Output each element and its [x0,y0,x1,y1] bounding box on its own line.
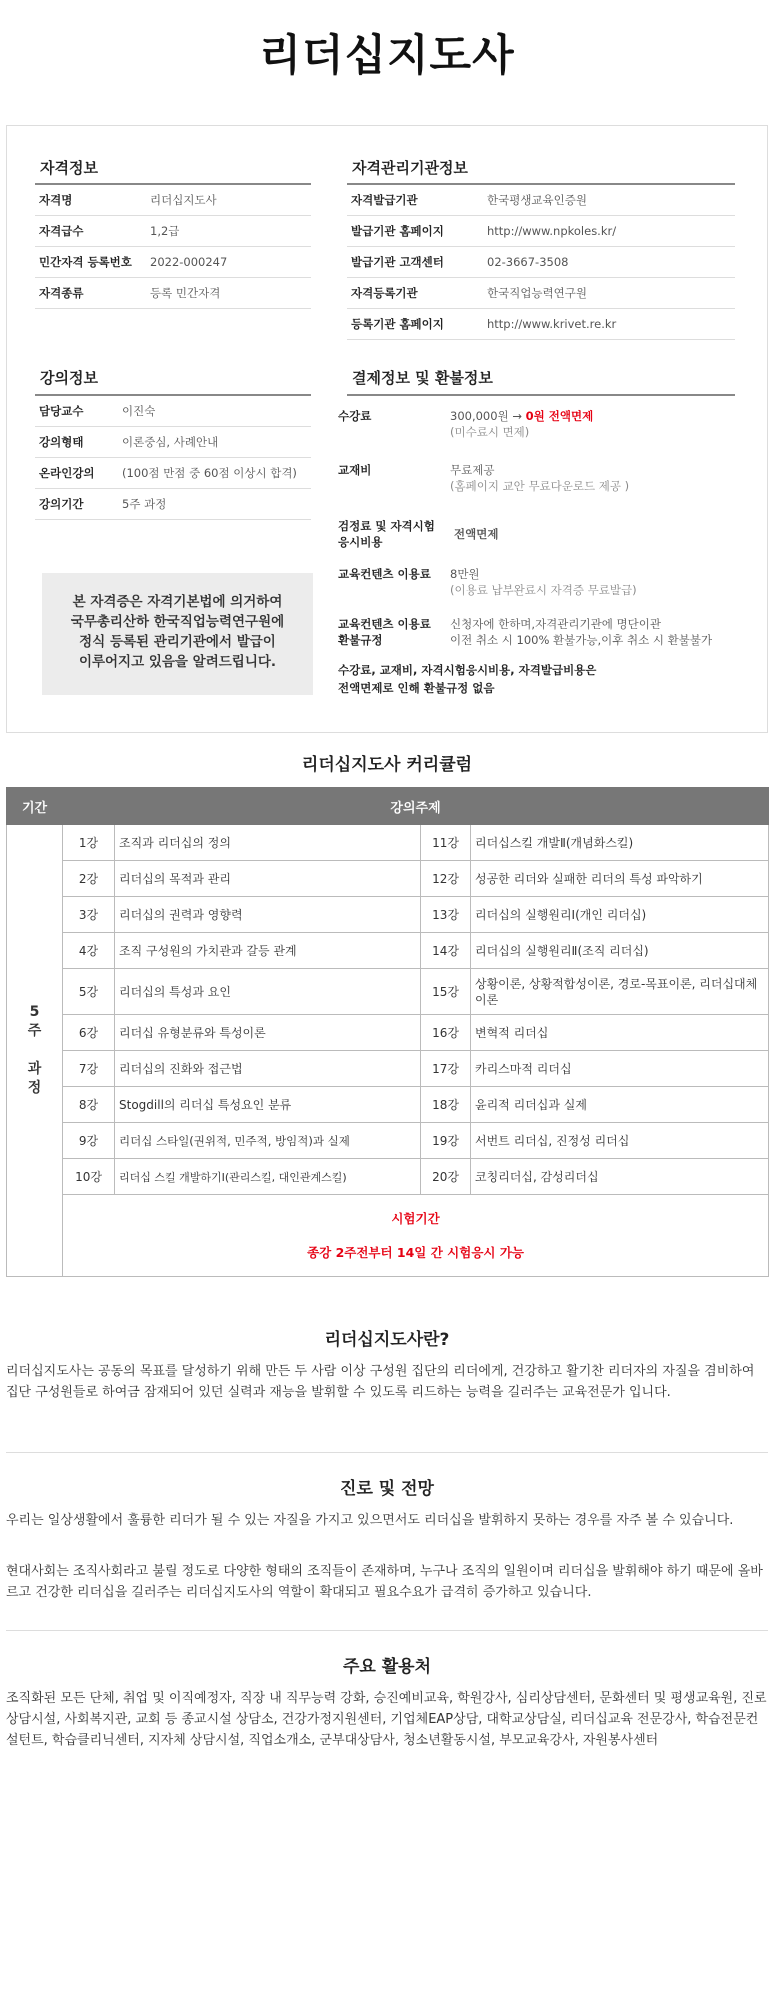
lecture-info-row [35,427,311,458]
row-value: 5주 과정 [122,497,167,511]
refund-line: 이전 취소 시 100% 환불가능,이후 취소 시 환불불가 [450,633,713,647]
content-value: 8만원 [450,567,480,581]
notice-line: 이루어지고 있음을 알려드립니다. [78,654,277,670]
lesson-topic: 코칭리더십, 감성리더십 [471,1159,769,1195]
lesson-topic: 리더십의 실행원리Ⅰ(개인 리더십) [471,897,769,933]
lesson-topic: 리더십의 권력과 영향력 [115,897,421,933]
period-line: 주 [27,1023,42,1039]
row-value: 2022-000247 [150,255,228,269]
table-row [7,933,769,969]
exam-period-title: 시험기간 [391,1210,440,1226]
career-heading: 진로 및 전망 [340,1479,434,1499]
lesson-topic: 카리스마적 리더십 [471,1051,769,1087]
org-info-row [347,278,735,309]
lesson-number: 5강 [63,969,115,1015]
lesson-number: 17강 [421,1051,471,1087]
lesson-number: 1강 [63,825,115,861]
org-info-row [347,247,735,278]
row-key: 담당교수 [39,404,84,418]
curriculum-table [6,787,769,1277]
exam-period-cell [63,1195,769,1277]
row-value [450,408,593,440]
lesson-number: 14강 [421,933,471,969]
lesson-topic: 리더십 스타일(권위적, 민주적, 방임적)과 실제 [115,1123,421,1159]
row-key: 자격등록기관 [351,286,418,300]
row-value: 한국평생교육인증원 [487,193,587,207]
lesson-topic: 조직 구성원의 가치관과 갈등 관계 [115,933,421,969]
qual-info-row [35,278,311,309]
table-row [7,897,769,933]
qual-info-row [35,216,311,247]
period-line [11,1041,58,1060]
lesson-topic: 리더십의 진화와 접근법 [115,1051,421,1087]
lecture-info-table [35,394,311,520]
refund-key-line: 환불규정 [338,633,383,647]
row-key: 강의형태 [39,435,84,449]
lesson-number: 4강 [63,933,115,969]
lesson-topic: 성공한 리더와 실패한 리더의 특성 파악하기 [471,861,769,897]
exam-key-line: 검정료 및 자격시험 [338,519,435,533]
exam-period-row [7,1195,769,1277]
lesson-topic: 조직과 리더십의 정의 [115,825,421,861]
row-key: 온라인강의 [39,466,95,480]
refund-key-line: 교육컨텐츠 이용료 [338,617,431,631]
lesson-number: 8강 [63,1087,115,1123]
refund-note-line: 수강료, 교재비, 자격시험응시비용, 자격발급비용은 [338,663,597,677]
qual-info-row [35,185,311,216]
lesson-number: 7강 [63,1051,115,1087]
row-key [338,518,454,550]
homepage-link[interactable]: http://www.npkoles.kr/ [487,224,617,238]
row-key: 발급기관 홈페이지 [351,224,444,238]
refund-line: 신청자에 한하며,자격관리기관에 명단이관 [450,617,661,631]
notice-line: 국무총리산하 한국직업능력연구원에 [70,614,285,630]
lesson-number: 16강 [421,1015,471,1051]
table-row [7,1015,769,1051]
table-row [7,1051,769,1087]
payment-rule [347,394,735,396]
lesson-number: 11강 [421,825,471,861]
row-key: 수강료 [338,409,372,423]
table-row [7,825,769,861]
refund-note-line: 전액면제로 인해 환불규정 없음 [338,681,495,695]
lesson-number: 12강 [421,861,471,897]
col-period: 기간 [7,788,63,825]
row-value: 이진숙 [122,404,156,418]
lesson-topic: 리더십의 특성과 요인 [115,969,421,1015]
org-info-row [347,309,735,340]
lesson-topic: 변혁적 리더십 [471,1015,769,1051]
row-value [450,616,712,648]
about-text: 리더십지도사는 공동의 목표를 달성하기 위해 만든 두 사람 이상 구성원 집단의 리더에게, 건강하고 활기찬 리더자의 자질을 겸비하여 집단 구성원들로 하여금 잠재되어 있던 실력과 재능을 발휘할 수 있도록 리드하는 능력을 길러주는 교육전문가 입니다. [6,1364,755,1400]
period-line: 정 [27,1080,42,1096]
org-info-row [347,185,735,216]
section-divider [6,1630,768,1631]
lesson-number: 13강 [421,897,471,933]
payment-heading: 결제정보 및 환불정보 [352,369,493,387]
info-box [6,125,768,733]
row-value [450,566,637,598]
fee-original: 300,000원 → [450,409,526,423]
row-key [338,616,454,648]
exam-key-line: 응시비용 [338,535,383,549]
lesson-number: 19강 [421,1123,471,1159]
lesson-number: 20강 [421,1159,471,1195]
lesson-number: 10강 [63,1159,115,1195]
lesson-topic: 리더십스킬 개발Ⅱ(개념화스킬) [471,825,769,861]
row-value: 등록 민간자격 [150,286,221,300]
usage-text: 조직화된 모든 단체, 취업 및 이직예정자, 직장 내 직무능력 강화, 승진예비교육, 학원강사, 심리상담센터, 문화센터 및 평생교육원, 진로상담시설, 사회복지관, 교회 등 종교시설 상담소, 건강가정지원센터, 기업체EAP상담, 대학교상담실, 리더십교육 전문강사, 학습전문컨설턴트, 학습클리닉센터, 지자체 상담시설, 직업소개소, 군부대상담사, 청소년활동시설, 부모교육강사, 자원봉사센터 [6,1691,767,1748]
fee-sub: (미수료시 면제) [450,425,530,439]
payment-table [338,403,738,733]
about-heading: 리더십지도사란? [324,1330,450,1350]
row-key: 등록기관 홈페이지 [351,317,444,331]
lesson-number: 2강 [63,861,115,897]
lecture-info-row [35,396,311,427]
row-key: 자격명 [39,193,73,207]
row-value [450,462,629,494]
book-value: 무료제공 [450,463,495,477]
lecture-info-row [35,458,311,489]
lesson-topic: 리더십의 목적과 관리 [115,861,421,897]
exam-free: 전액면제 [454,527,499,541]
row-value: 리더십지도사 [150,193,217,207]
lesson-number: 18강 [421,1087,471,1123]
org-info-heading: 자격관리기관정보 [352,159,468,177]
table-row [7,1159,769,1195]
period-line: 과 [27,1061,42,1077]
row-key: 민간자격 등록번호 [39,255,132,269]
period-cell [7,825,63,1277]
table-row [7,969,769,1015]
notice-line: 정식 등록된 관리기관에서 발급이 [79,634,276,650]
row-value: 1,2급 [150,224,180,238]
career-text-1: 우리는 일상생활에서 훌륭한 리더가 될 수 있는 자질을 가지고 있으면서도 리더십을 발휘하지 못하는 경우를 자주 볼 수 있습니다. [6,1513,734,1528]
table-row [7,1123,769,1159]
notice-line: 본 자격증은 자격기본법에 의거하여 [72,594,283,610]
career-text-2: 현대사회는 조직사회라고 불릴 정도로 다양한 형태의 조직들이 존재하며, 누구나 조직의 일원이며 리더십을 발휘해야 하기 때문에 올바르고 건강한 리더십을 길러주는 리더십지도사의 역할이 확대되고 필요수요가 급격히 증가하고 있습니다. [6,1564,763,1600]
lecture-info-heading: 강의정보 [40,369,98,387]
period-line: 5 [29,1004,40,1020]
lesson-number: 9강 [63,1123,115,1159]
lecture-info-row [35,489,311,520]
row-value: 이론중심, 사례안내 [122,435,219,449]
curriculum-title: 리더십지도사 커리큘럼 [301,755,473,775]
book-sub: (홈페이지 교안 무료다운로드 제공 ) [450,479,630,493]
registration-notice [42,573,313,695]
lesson-topic: 상황이론, 상황적합성이론, 경로-목표이론, 리더십대체이론 [471,969,769,1015]
row-key: 발급기관 고객센터 [351,255,444,269]
curriculum-header-row [7,788,769,825]
org-info-row [347,216,735,247]
lesson-topic: Stogdill의 리더십 특성요인 분류 [115,1087,421,1123]
fee-free: 0원 전액면제 [525,409,594,423]
row-key: 자격발급기관 [351,193,418,207]
row-value: 한국직업능력연구원 [487,286,587,300]
row-value: (100점 만점 중 60점 이상시 합격) [122,466,297,480]
lesson-number: 6강 [63,1015,115,1051]
row-key: 자격급수 [39,224,84,238]
col-topic: 강의주제 [63,788,769,825]
homepage-link[interactable]: http://www.krivet.re.kr [487,317,617,331]
lesson-number: 15강 [421,969,471,1015]
qual-info-row [35,247,311,278]
lesson-number: 3강 [63,897,115,933]
usage-heading: 주요 활용처 [342,1657,432,1677]
row-key: 강의기간 [39,497,84,511]
lesson-topic: 리더십 유형분류와 특성이론 [115,1015,421,1051]
content-sub: (이용료 납부완료시 자격증 무료발급) [450,583,637,597]
row-value: 02-3667-3508 [487,255,569,269]
row-key: 교육컨텐츠 이용료 [338,567,431,581]
lesson-topic: 리더십 스킬 개발하기Ⅰ(관리스킬, 대인관계스킬) [115,1159,421,1195]
qual-info-table [35,183,311,309]
row-key: 교재비 [338,463,372,477]
lesson-topic: 윤리적 리더십과 실제 [471,1087,769,1123]
row-key: 자격종류 [39,286,84,300]
table-row [7,861,769,897]
lesson-topic: 서번트 리더십, 진정성 리더십 [471,1123,769,1159]
section-divider [6,1452,768,1453]
lesson-topic: 리더십의 실행원리Ⅱ(조직 리더십) [471,933,769,969]
refund-note [338,661,596,697]
page-title: 리더십지도사 [259,31,515,81]
org-info-table [347,183,735,340]
qual-info-heading: 자격정보 [40,159,98,177]
table-row [7,1087,769,1123]
exam-period-desc: 종강 2주전부터 14일 간 시험응시 가능 [307,1244,524,1260]
